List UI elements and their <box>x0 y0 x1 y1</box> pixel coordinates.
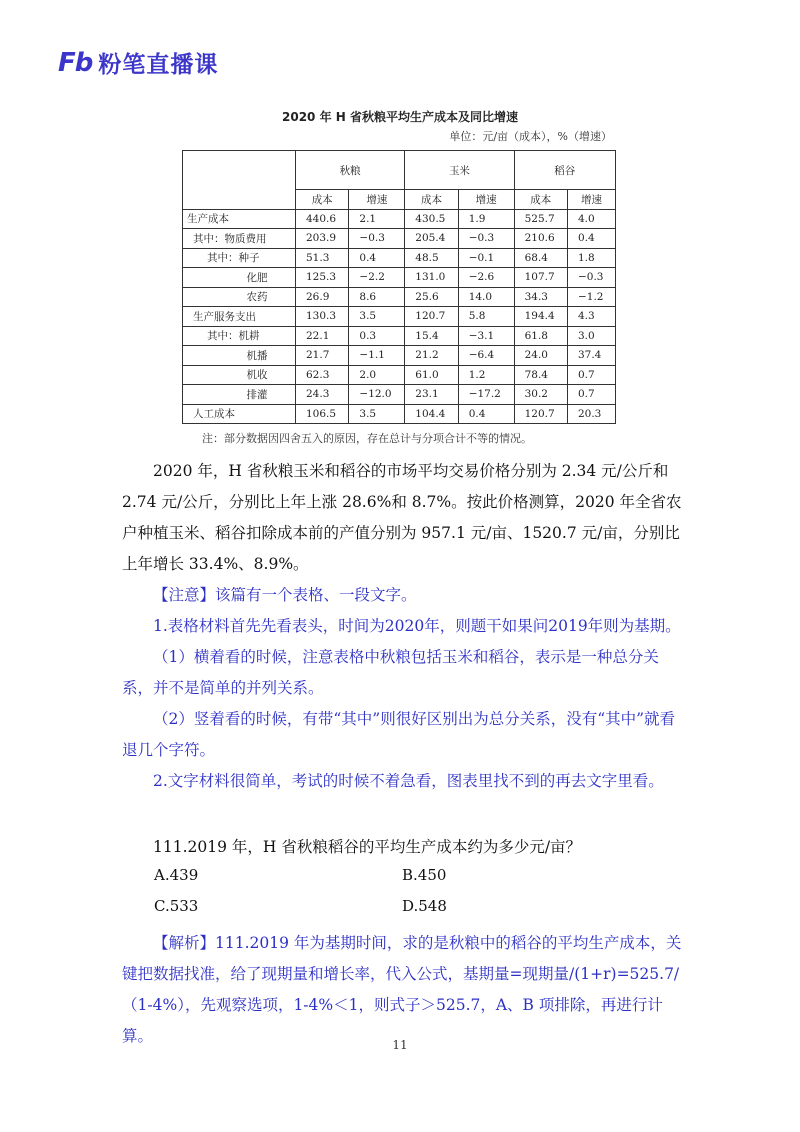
table-cell: 21.7 <box>296 346 349 366</box>
table-cell: 23.1 <box>405 385 458 405</box>
row-label: 农药 <box>183 287 296 307</box>
col-header: 成本 <box>405 190 458 210</box>
table-row <box>183 268 616 288</box>
table-cell: 120.7 <box>514 404 567 424</box>
table-cell: 205.4 <box>405 229 458 249</box>
options-row <box>154 897 654 928</box>
page-number: 11 <box>392 1038 408 1052</box>
table-cell: 61.8 <box>514 326 567 346</box>
option-a: A.439 <box>154 866 199 884</box>
table-row <box>183 229 616 249</box>
subgroup-header-rice: 稻谷 <box>514 151 615 190</box>
table-row <box>183 287 616 307</box>
analysis-text: 【解析】111.2019 年为基期时间，求的是秋粮中的稻谷的平均生产成本，关键把数据找准，给了现期量和增长率，代入公式，基期量=现期量/(1+r)=525.7/（1-4%），先观察选项，1-4%＜1，则式子＞525.7，A、B 项排除，再进行计算。 <box>122 934 682 1045</box>
brand-logo <box>58 46 218 79</box>
table-cell: 5.8 <box>458 307 514 327</box>
note-item-1-2: （2）竖着看的时候，有带“其中”则很好区别出为总分关系，没有“其中”就看退几个字符。 <box>122 710 676 759</box>
table-cell: 3.0 <box>567 326 615 346</box>
note-heading: 【注意】该篇有一个表格、一段文字。 <box>153 586 417 604</box>
row-label: 其中：物质费用 <box>183 229 296 249</box>
table-cell: 120.7 <box>405 307 458 327</box>
table-cell: 24.3 <box>296 385 349 405</box>
table-note: 注：部分数据因四舍五入的原因，存在总计与分项合计不等的情况。 <box>202 432 532 445</box>
table-cell: 194.4 <box>514 307 567 327</box>
table-cell: −0.3 <box>349 229 405 249</box>
table-cell: 34.3 <box>514 287 567 307</box>
table-title: 2020 年 H 省秋粮平均生产成本及同比增速 <box>282 110 518 124</box>
row-label: 机播 <box>183 346 296 366</box>
table-cell: 0.3 <box>349 326 405 346</box>
table-cell: 1.8 <box>567 248 615 268</box>
table-cell: 3.5 <box>349 404 405 424</box>
table-cell: 0.7 <box>567 365 615 385</box>
table-row <box>183 385 616 405</box>
table-cell: 62.3 <box>296 365 349 385</box>
note-item-1: 1.表格材料首先先看表头，时间为2020年，则题干如果问2019年则为基期。 <box>153 617 681 635</box>
table-cell: 30.2 <box>514 385 567 405</box>
col-header: 成本 <box>514 190 567 210</box>
cost-table <box>182 150 616 424</box>
row-label: 其中：机耕 <box>183 326 296 346</box>
table-cell: 1.9 <box>458 209 514 229</box>
table-cell: −0.3 <box>458 229 514 249</box>
table-cell: 4.3 <box>567 307 615 327</box>
table-cell: 525.7 <box>514 209 567 229</box>
table-cell: 0.4 <box>458 404 514 424</box>
table-corner-cell <box>183 151 296 210</box>
table-cell: 430.5 <box>405 209 458 229</box>
question-stem: 111.2019 年，H 省秋粮稻谷的平均生产成本约为多少元/亩？ <box>153 838 582 856</box>
table-cell: 48.5 <box>405 248 458 268</box>
table-cell: −3.1 <box>458 326 514 346</box>
option-b: B.450 <box>402 866 447 884</box>
table-cell: 131.0 <box>405 268 458 288</box>
table-cell: 0.4 <box>567 229 615 249</box>
col-header: 成本 <box>296 190 349 210</box>
table-cell: 2.1 <box>349 209 405 229</box>
table-cell: 14.0 <box>458 287 514 307</box>
table-cell: 210.6 <box>514 229 567 249</box>
table-cell: 125.3 <box>296 268 349 288</box>
option-c: C.533 <box>154 897 199 915</box>
option-d: D.548 <box>402 897 447 915</box>
group-header-autumn-grain: 秋粮 <box>296 151 405 190</box>
row-label: 生产成本 <box>183 209 296 229</box>
table-cell: 0.4 <box>349 248 405 268</box>
table-row <box>183 307 616 327</box>
table-cell: 61.0 <box>405 365 458 385</box>
note-item-2: 2.文字材料很简单，考试的时候不着急看，图表里找不到的再去文字里看。 <box>153 772 664 790</box>
table-cell: 0.7 <box>567 385 615 405</box>
table-cell: 25.6 <box>405 287 458 307</box>
table-cell: 21.2 <box>405 346 458 366</box>
table-cell: 130.3 <box>296 307 349 327</box>
table-body <box>183 209 616 424</box>
question-options <box>154 866 654 928</box>
table-cell: −6.4 <box>458 346 514 366</box>
table-cell: 2.0 <box>349 365 405 385</box>
row-label: 人工成本 <box>183 404 296 424</box>
table-header-row-1 <box>183 151 616 190</box>
table-cell: −1.1 <box>349 346 405 366</box>
table-row <box>183 365 616 385</box>
row-label: 化肥 <box>183 268 296 288</box>
row-label: 排灌 <box>183 385 296 405</box>
table-cell: 4.0 <box>567 209 615 229</box>
table-cell: 20.3 <box>567 404 615 424</box>
table-cell: −0.3 <box>567 268 615 288</box>
table-cell: 78.4 <box>514 365 567 385</box>
table-cell: 8.6 <box>349 287 405 307</box>
row-label: 机收 <box>183 365 296 385</box>
table-cell: 22.1 <box>296 326 349 346</box>
table-unit: 单位：元/亩（成本），%（增速） <box>449 130 612 143</box>
table-row <box>183 209 616 229</box>
row-label: 生产服务支出 <box>183 307 296 327</box>
table-cell: 104.4 <box>405 404 458 424</box>
col-header: 增速 <box>567 190 615 210</box>
table-row <box>183 404 616 424</box>
table-cell: 107.7 <box>514 268 567 288</box>
table-cell: 15.4 <box>405 326 458 346</box>
table-cell: −12.0 <box>349 385 405 405</box>
subgroup-header-corn: 玉米 <box>405 151 514 190</box>
brand-name: 粉笔直播课 <box>98 52 219 78</box>
table-cell: −0.1 <box>458 248 514 268</box>
table-cell: 24.0 <box>514 346 567 366</box>
table-cell: 3.5 <box>349 307 405 327</box>
table-cell: 68.4 <box>514 248 567 268</box>
table-cell: 1.2 <box>458 365 514 385</box>
brand-mark-icon: Fb <box>58 47 93 78</box>
note-item-1-1: （1）横着看的时候，注意表格中秋粮包括玉米和稻谷，表示是一种总分关系，并不是简单的并列关系。 <box>122 648 659 697</box>
table-row <box>183 248 616 268</box>
table-cell: 51.3 <box>296 248 349 268</box>
col-header: 增速 <box>349 190 405 210</box>
table-cell: −2.2 <box>349 268 405 288</box>
table-row <box>183 346 616 366</box>
table-cell: 26.9 <box>296 287 349 307</box>
table-cell: 106.5 <box>296 404 349 424</box>
table-cell: 37.4 <box>567 346 615 366</box>
material-paragraph: 2020 年，H 省秋粮玉米和稻谷的市场平均交易价格分别为 2.34 元/公斤和 2.74 元/公斤，分别比上年上涨 28.6%和 8.7%。按此价格测算，2020 年全省农户种植玉米、稻谷扣除成本前的产值分别为 957.1 元/亩、1520.7 元/亩，分别比上年增长 33.4%、8.9%。 <box>122 462 682 573</box>
table-cell: −17.2 <box>458 385 514 405</box>
table-cell: 203.9 <box>296 229 349 249</box>
cost-table-grid <box>182 150 616 424</box>
table-cell: −1.2 <box>567 287 615 307</box>
col-header: 增速 <box>458 190 514 210</box>
table-row <box>183 326 616 346</box>
row-label: 其中：种子 <box>183 248 296 268</box>
options-row <box>154 866 654 897</box>
table-cell: 440.6 <box>296 209 349 229</box>
table-cell: −2.6 <box>458 268 514 288</box>
